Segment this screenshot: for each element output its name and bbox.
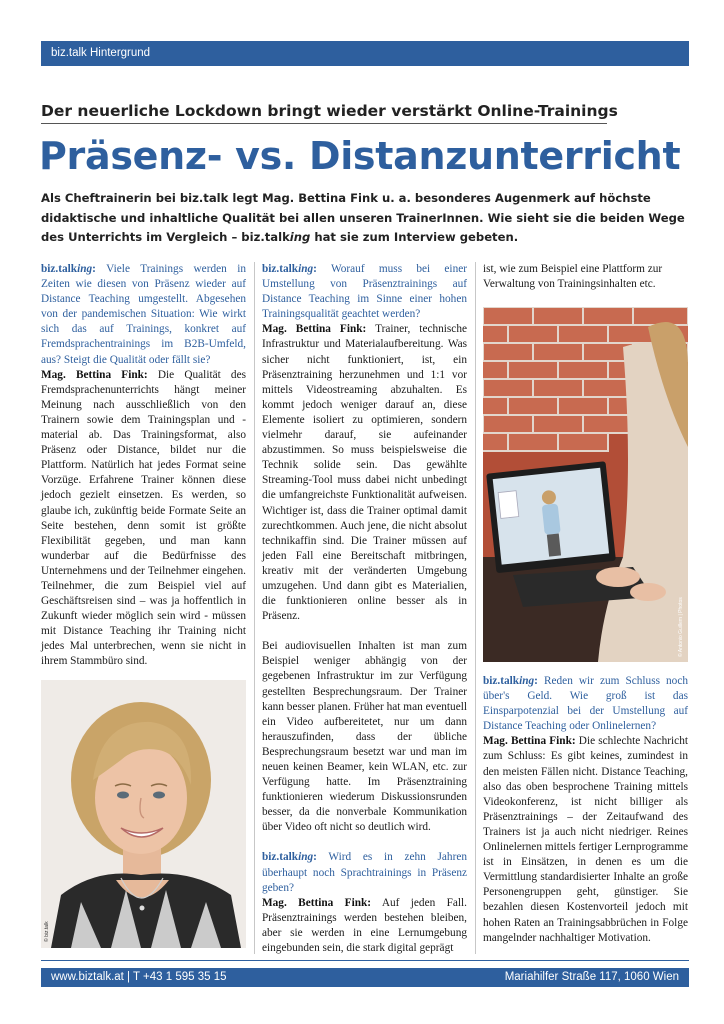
answer-3 (262, 896, 467, 956)
footer-bar (41, 968, 689, 987)
intro-paragraph (41, 189, 689, 248)
laptop-credit: © Antonio Guillem | Photos (678, 597, 684, 657)
answer-1 (41, 368, 246, 670)
section-label: biz.talk Hintergrund (51, 47, 151, 59)
column-divider (475, 262, 476, 954)
brand-name: biz.talk (262, 263, 299, 275)
answer-text: Die schlechte Nachricht zum Schluss: Es gibt keines, zumindest in den meisten Fällen nicht. Distance Teaching, also das oben besprochene Training mittels Videokonferenz, ist nicht billiger als Präsenztrainings – der Zeitaufwand des Trainers ist ja auch nicht niedriger. Reines Onlinelernen mittels fertiger Lernprogramme ist in Einsätzen, in denen es um die Vermittlung standardisierter Inhalte an große Personengruppen geht, günstiger. Sie bezahlen diesen Kostenvorteil jedoch mit hohen Raten an Trainingsabbrüchen in Folge mangelnder nachhaltiger Motivation. (483, 735, 688, 944)
speaker-name: Mag. Bettina Fink: (262, 323, 367, 336)
intro-text-end: hat sie zum Interview gebeten. (310, 230, 519, 244)
brand-suffix: ing (519, 675, 535, 687)
section-header-bar (41, 41, 689, 66)
column-divider (254, 262, 255, 954)
portrait-photo (41, 680, 246, 948)
footer-address: Mariahilfer Straße 117, 1060 Wien (504, 971, 679, 983)
portrait-illustration (41, 680, 246, 948)
article-column-3 (483, 262, 688, 292)
speaker-name: Mag. Bettina Fink: (483, 735, 576, 748)
portrait-credit: © biz.talk (44, 921, 50, 942)
article-column-3-lower (483, 674, 688, 946)
brand-suffix: ing (298, 851, 314, 864)
brand-name: biz.talk (483, 675, 520, 687)
question-text: Worauf muss bei einer Umstellung von Präsenztrainings auf Distance Teaching im Sinne einer hohen Trainingsqualität geachtet werden? (262, 263, 467, 321)
answer-2-continued: Bei audiovisuellen Inhalten ist man zum Beispiel weniger abhängig von der gegebenen Infrastruktur im zur Verfügung gestellten Besprechungsraum. Der Trainer kann besser planen. Früher hat man eventuell ein Video aufbereitetet, nur um dann herauszufinden, dass der übliche Besprechungsraum besetzt war und man im neuen keinen Beamer, kein WLAN, etc. zur Verfügung hatte. Im Präsenztraining funktionieren wiederum Diskussionsrunden besser, da die nonverbale Kommunikation über Video oft nicht so deutlich wird. (262, 640, 467, 834)
question-text: Viele Trainings werden in Zeiten wie diesen von Präsenz wieder auf Distance Teaching umgestellt. Abgesehen von der pandemischen Situation: Wie wirkt sich das auf Trainings, konkret auf Fremdsprachentrainings im B2B-Umfeld, aus? Steigt die Qualität oder fällt sie? (41, 263, 246, 366)
brand-suffix: ing (298, 263, 314, 275)
article-column-1 (41, 262, 246, 670)
intro-text: Als Cheftrainerin bei biz.talk legt Mag. Bettina Fink u. a. besonderes Augenmerk auf höchste didaktische und inhaltliche Qualität bei allen unseren TrainerInnen. Wie sieht sie die beiden Wege des Unterrichts im Vergleich – biz.talk (41, 191, 685, 244)
brand-name: biz.talk (262, 851, 299, 864)
kicker-underline (41, 123, 607, 124)
answer-text: Trainer, technische Infrastruktur und Materialaufbereitung. Was sicher nicht funktioniert, ist, ein Präsenztraining herzunehmen und 1:1 vor mittels Videostreaming abzuhalten. Es kommt jedoch weniger darauf an, diese Elemente isoliert zu optimieren, sondern vielmehr darauf, sie aufeinander abzustimmen. So muss beispielsweise die Technik solide sein. Das gewählte Streaming-Tool muss dabei nicht unbedingt die umfangreichste Funktionalität aufweisen. Wichtiger ist, dass die Trainer optimal damit zurechtkommen. Auch jene, die nicht absolut technikaffin sind. Die Trainer müssen auf jeden Fall eine Bereitschaft mitbringen, kreativ mit der veränderten Umgebung umzugehen. Und dann gibt es Materialien, die funktionieren online besser als in Präsenz. (262, 323, 467, 623)
brand-name: biz.talk (41, 263, 78, 275)
page-title: Präsenz- vs. Distanzunterricht (39, 134, 681, 178)
footer-divider (41, 960, 689, 961)
question-3: biz.talking: Wird es in zehn Jahren überhaupt noch Sprachtrainings in Präsenz geben? (262, 851, 467, 894)
footer-contact: www.biztalk.at | T +43 1 595 35 15 (51, 971, 227, 983)
question-2: biz.talking: Worauf muss bei einer Umstellung von Präsenztrainings auf Distance Teaching im Sinne einer hohen Trainingsqualität geachtet werden? (262, 263, 467, 321)
speaker-name: Mag. Bettina Fink: (262, 896, 372, 909)
question-4: biz.talking: Reden wir zum Schluss noch über's Geld. Wie groß ist das Einsparpotenzial bei der Umstellung auf Distance Teaching oder Onlinelernen? (483, 675, 688, 733)
answer-4 (483, 734, 688, 945)
laptop-illustration (483, 307, 688, 662)
laptop-photo (483, 307, 688, 662)
answer-text: Die Qualität des Fremdsprachenunterrichts hängt meiner Meinung nach ausschließlich von den Trainern sowie dem Trainingsplan und -material ab. Das Trainingsformat, also Präsenz oder Distance, bildet nur die Plattform. Natürlich hat jedes Format seine Vorzüge. Erfahrene Trainer können diese jedoch gezielt einsetzen. Es werden, so glaube ich, zukünftig beide Formate Seite an Seite bestehen, denn somit ist größte Flexibilität gegeben, und man kann wunderbar auf die Bedürfnisse des Unternehmens und der Teilnehmer eingehen. Teilnehmer, die zum Beispiel viel auf Geschäftsreisen sind – was ja hoffentlich in Zukunft wieder möglich sein wird - müssen mit Distance Teaching ihr Training nicht jedes Mal unterbrechen, wenn sie nicht in ihrem Stammbüro sind. (41, 368, 246, 668)
brand-suffix: ing (77, 263, 93, 275)
kicker-headline: Der neuerliche Lockdown bringt wieder verstärkt Online-Trainings (41, 102, 618, 120)
question-1: biz.talking: Viele Trainings werden in Zeiten wie diesen von Präsenz wieder auf Distance Teaching umgestellt. Abgesehen von der pandemischen Situation: Wie wirkt sich das auf Trainings, konkret auf Fremdsprachentrainings im B2B-Umfeld, aus? Steigt die Qualität oder fällt sie? (41, 263, 246, 366)
answer-2 (262, 322, 467, 624)
question-text: Wird es in zehn Jahren überhaupt noch Sprachtrainings in Präsenz geben? (262, 851, 467, 894)
answer-3-continued: ist, wie zum Beispiel eine Plattform zur Verwaltung von Trainingsinhalten etc. (483, 263, 663, 291)
speaker-name: Mag. Bettina Fink: (41, 368, 148, 381)
intro-brand-suffix: ing (289, 230, 311, 244)
answer-text: Auf jeden Fall. Präsenztrainings werden bestehen bleiben, aber sie werden in eine Lernumgebung eingebunden sein, die stark digital geprägt (262, 896, 468, 955)
article-column-2 (262, 262, 467, 956)
question-text: Reden wir zum Schluss noch über's Geld. Wie groß ist das Einsparpotenzial bei der Umstellung auf Distance Teaching oder Onlinelernen? (483, 675, 688, 733)
